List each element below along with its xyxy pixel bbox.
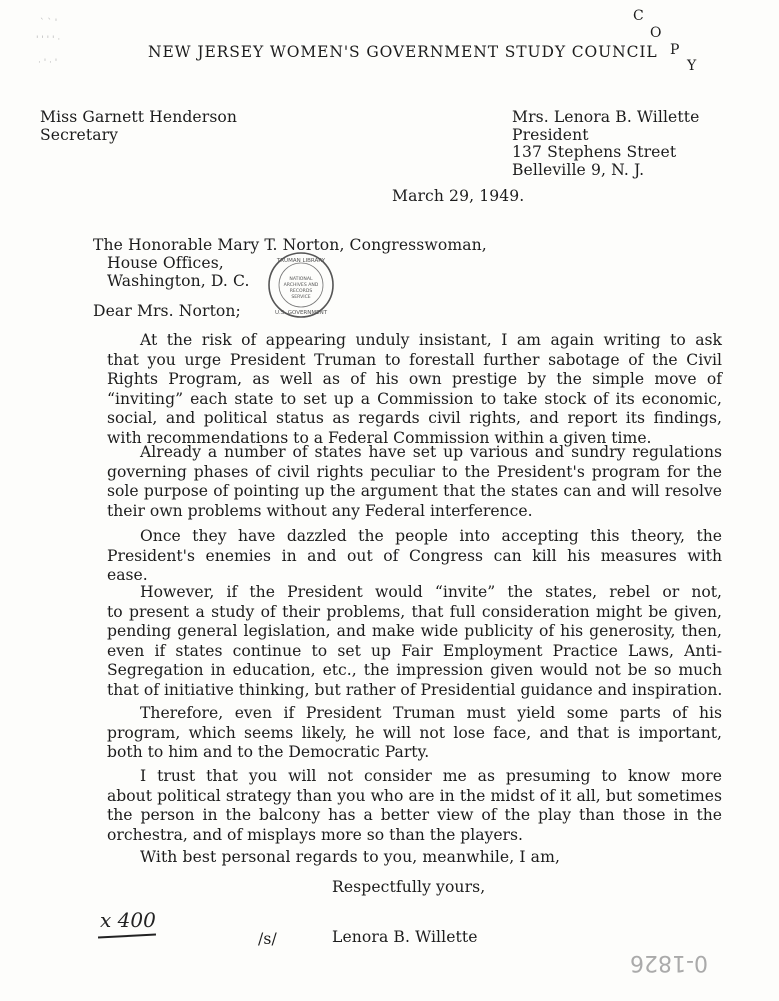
svg-text:NATIONAL: NATIONAL [289, 277, 313, 282]
paragraph-6 [107, 767, 722, 845]
paragraph-line: that you urge President Truman to forestall further sabotage of the Civil [107, 350, 722, 369]
svg-text:U.S. GOVERNMENT: U.S. GOVERNMENT [274, 310, 328, 316]
president-city: Belleville 9, N. J. [512, 161, 645, 179]
paragraph-line: the person in the balcony has a better view of the play than those in the [107, 806, 722, 824]
svg-text:TRUMAN LIBRARY: TRUMAN LIBRARY [276, 258, 326, 264]
complimentary-close: Respectfully yours, [332, 878, 486, 896]
copy-letter-o: O [650, 25, 662, 41]
paragraph-2 [107, 443, 722, 521]
svg-text:RECORDS: RECORDS [289, 289, 313, 294]
paragraph-line: program, which seems likely, he will not lose face, and that is important, [107, 723, 722, 742]
copy-letter-c: C [633, 8, 644, 24]
paragraph-line: governing phases of civil rights peculiar to the President's program for the [107, 462, 722, 481]
paragraph-line: their own problems without any Federal interference. [107, 501, 533, 520]
signature-name: Lenora B. Willette [332, 928, 478, 946]
secretary-title: Secretary [40, 126, 119, 144]
paragraph-4 [107, 583, 722, 700]
letter-date: March 29, 1949. [392, 187, 525, 205]
handwritten-underline [98, 933, 156, 938]
archive-number-mark: 0-1826 [630, 950, 708, 975]
copy-letter-p: P [670, 42, 680, 58]
signature-mark: /s/ [258, 930, 277, 948]
archives-stamp [266, 250, 336, 320]
svg-text:ARCHIVES AND: ARCHIVES AND [283, 283, 319, 288]
speck: · ' · ' [38, 58, 58, 68]
salutation: Dear Mrs. Norton; [93, 302, 241, 320]
paragraph-line: At the risk of appearing unduly insistant, I am again writing to ask [140, 331, 722, 349]
handwritten-note: x 400 [100, 908, 156, 932]
speck: ` ` ' [40, 18, 58, 28]
recipient-line-3: Washington, D. C. [107, 272, 250, 290]
paragraph-line: Once they have dazzled the people into accepting this theory, the [140, 527, 722, 545]
recipient-line-1: The Honorable Mary T. Norton, Congresswoman, [93, 236, 487, 254]
paragraph-line: “inviting” each state to set up a Commission to take stock of its economic, [107, 389, 722, 408]
paragraph-line: I trust that you will not consider me as presuming to know more [140, 767, 722, 785]
org-heading: NEW JERSEY WOMEN'S GOVERNMENT STUDY COUNCIL [148, 43, 658, 61]
paragraph-line: that of initiative thinking, but rather of Presidential guidance and inspiration. [107, 680, 723, 699]
president-title: President [512, 126, 589, 144]
recipient-line-2: House Offices, [107, 254, 224, 272]
president-street: 137 Stephens Street [512, 143, 677, 161]
paragraph-line: even if states continue to set up Fair Employment Practice Laws, Anti- [107, 641, 722, 660]
paragraph-3 [107, 527, 722, 586]
paragraph-line: Segregation in education, etc., the impression given would not be so much [107, 661, 722, 679]
paragraph-line: to present a study of their problems, that full consideration might be given, [107, 602, 722, 621]
paragraph-line: Therefore, even if President Truman must yield some parts of his [140, 704, 722, 722]
paragraph-line: sole purpose of pointing up the argument that the states can and will resolve [107, 482, 722, 500]
paragraph-line: Already a number of states have set up various and sundry regulations [140, 443, 722, 461]
speck: ' ' ' ' · [36, 35, 61, 45]
paragraph-line: with recommendations to a Federal Commission within a given time. [107, 428, 652, 447]
paragraph-line: orchestra, and of misplays more so than the players. [107, 825, 523, 844]
paragraph-line: However, if the President would “invite” the states, rebel or not, [140, 583, 722, 601]
paragraph-line: about political strategy than you who are in the midst of it all, but sometimes [107, 786, 722, 805]
paragraph-line: Rights Program, as well as of his own prestige by the simple move of [107, 370, 722, 388]
paragraph-1 [107, 331, 722, 448]
president-name: Mrs. Lenora B. Willette [512, 108, 700, 126]
paragraph-5 [107, 704, 722, 763]
copy-letter-y: Y [687, 58, 697, 74]
secretary-name: Miss Garnett Henderson [40, 108, 238, 126]
paragraph-line: President's enemies in and out of Congress can kill his measures with [107, 546, 722, 565]
svg-text:SERVICE: SERVICE [291, 295, 311, 300]
paragraph-line: social, and political status as regards civil rights, and report its findings, [107, 409, 722, 427]
paragraph-line: ease. [107, 566, 148, 584]
closing-line: With best personal regards to you, meanwhile, I am, [140, 848, 561, 866]
paragraph-line: both to him and to the Democratic Party. [107, 743, 430, 761]
paragraph-line: pending general legislation, and make wide publicity of his generosity, then, [107, 622, 722, 640]
